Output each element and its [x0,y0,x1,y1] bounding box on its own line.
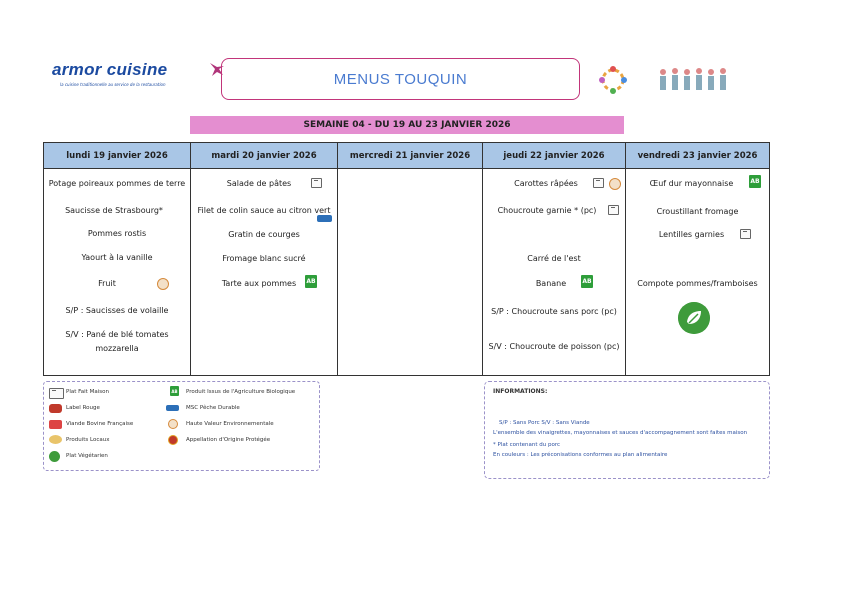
menu-table [43,142,770,376]
fait-maison-icon [740,229,751,239]
page-title: MENUS TOUQUIN [221,58,580,100]
bio-ab-icon: AB [170,386,179,396]
day-column-tuesday [191,169,338,376]
menu-item: mozzarella [95,344,139,353]
day-column-friday [626,169,770,376]
bio-ab-icon: AB [581,275,593,288]
info-line: L'ensemble des vinaigrettes, mayonnaises et sauces d'accompagnement sont faites maison [493,430,748,436]
brand-logo: armor cuisine [52,60,168,79]
legend-label: Label Rouge [66,405,100,411]
hve-icon [168,419,178,429]
fait-maison-icon [608,205,619,215]
menu-item: S/P : Choucroute sans porc (pc) [491,307,617,316]
info-line: * Plat contenant du porc [493,442,561,448]
menu-item: Gratin de courges [228,230,300,239]
menu-item: Tarte aux pommes [221,279,297,288]
day-header-monday: lundi 19 janvier 2026 [44,143,191,169]
menu-item: Potage poireaux pommes de terre [48,179,186,188]
day-column-wednesday [338,169,483,376]
menu-item: Banane [535,279,567,288]
day-header-thursday: jeudi 22 janvier 2026 [483,143,626,169]
day-column-monday [44,169,191,376]
week-banner: SEMAINE 04 - DU 19 AU 23 JANVIER 2026 [190,116,624,134]
msc-icon [166,405,179,411]
menu-item: Fruit [98,279,116,288]
menu-item: Croustillant fromage [656,207,739,216]
menu-item: Carottes râpées [514,179,578,188]
menu-item: Yaourt à la vanille [81,253,153,262]
day-header-tuesday: mardi 20 janvier 2026 [191,143,338,169]
menu-item: Compote pommes/framboises [637,279,758,288]
hve-icon [157,278,169,290]
day-header-wednesday: mercredi 21 janvier 2026 [338,143,483,169]
menu-item: Œuf dur mayonnaise [649,179,734,188]
bio-ab-icon: AB [305,275,317,288]
legend-box [43,381,320,471]
info-title: INFORMATIONS: [493,388,548,395]
info-line: En couleurs : Les préconisations conformes au plan alimentaire [493,452,668,458]
information-box [484,381,770,479]
aop-icon [168,435,178,445]
menu-item: Saucisse de Strasbourg* [65,206,163,215]
fait-maison-icon [311,178,322,188]
menu-item: S/V : Choucroute de poisson (pc) [488,342,620,351]
menu-item: S/V : Pané de blé tomates [65,330,169,339]
menu-item: Filet de colin sauce au citron vert [197,206,331,215]
legend-label: MSC Pêche Durable [186,405,240,411]
info-line: S/P : Sans Porc S/V : Sans Viande [499,420,590,426]
vegetarian-icon [678,302,710,334]
legend-label: Plat Fait Maison [66,389,109,395]
brand-tagline: la cuisine traditionnelle au service de la restauration [60,82,166,87]
legend-label: Produits Locaux [66,437,110,443]
menu-item: Salade de pâtes [226,179,292,188]
viande-bovine-icon [49,420,62,429]
fait-maison-icon [49,388,64,399]
day-header-friday: vendredi 23 janvier 2026 [626,143,770,169]
day-column-thursday [483,169,626,376]
menu-item: Lentilles garnies [658,230,725,239]
children-illustration [655,64,735,94]
bio-ab-icon: AB [749,175,761,188]
msc-icon [317,215,332,222]
vegetarian-icon [49,451,60,462]
menu-item: Pommes rostis [87,229,147,238]
menu-item: Fromage blanc sucré [222,254,306,263]
menu-item: Carré de l'est [527,254,581,263]
legend-label: Plat Végétarien [66,453,108,459]
legend-label: Haute Valeur Environnementale [186,421,274,427]
label-rouge-icon [49,404,62,413]
legend-label: Viande Bovine Française [66,421,134,427]
menu-item: Choucroute garnie * (pc) [497,206,597,215]
legend-label: Produit Issus de l'Agriculture Biologique [186,389,296,395]
legend-label: Appellation d'Origine Protégée [186,437,271,443]
children-circle-logo [596,63,630,97]
fait-maison-icon [593,178,604,188]
produits-locaux-icon [49,435,62,444]
menu-item: S/P : Saucisses de volaille [65,306,169,315]
